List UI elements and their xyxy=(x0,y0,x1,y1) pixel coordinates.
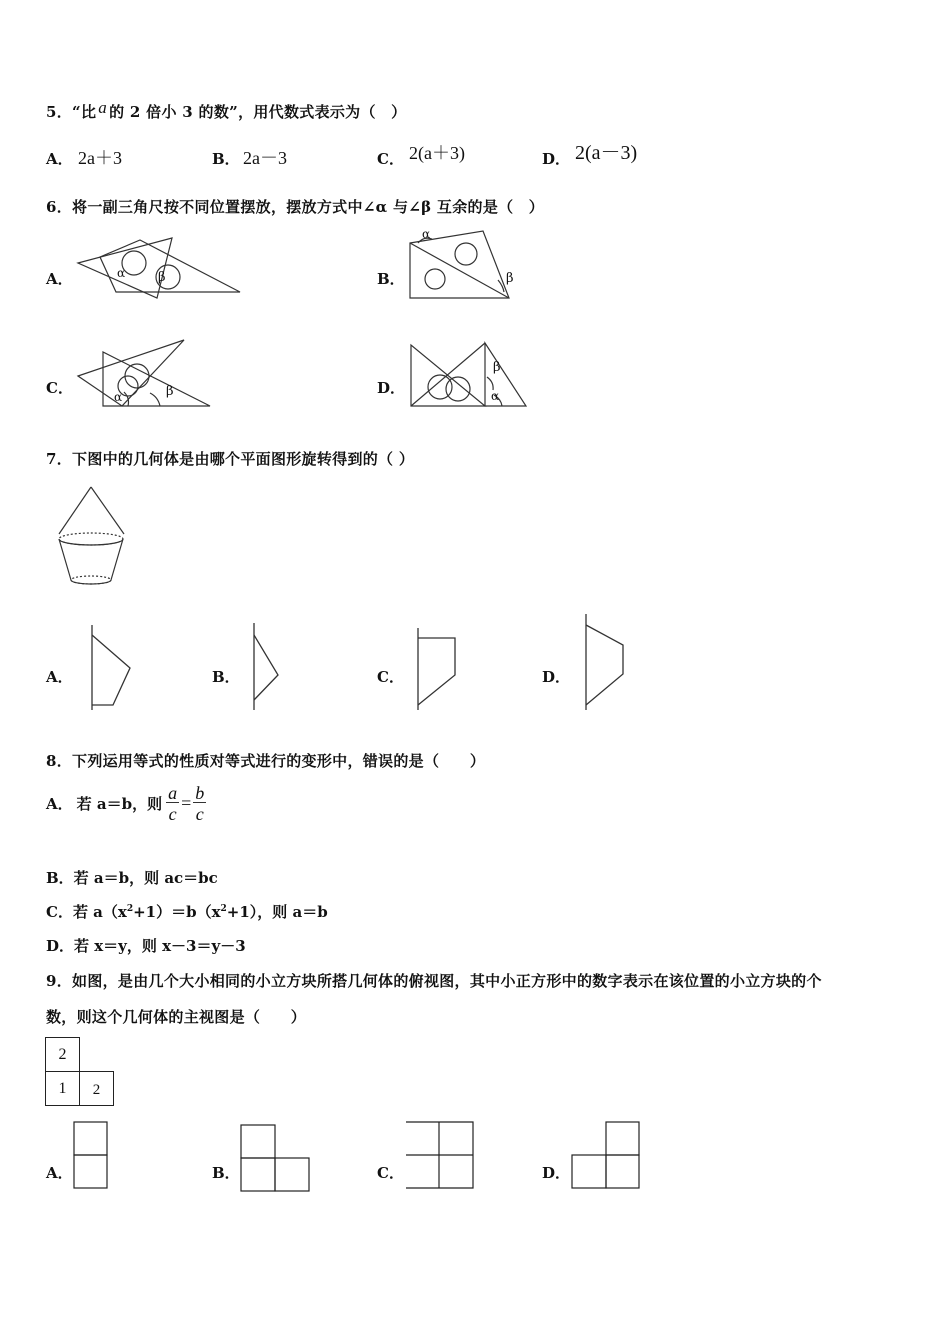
q8-option-b[interactable]: B．若 a＝b，则 ac＝bc xyxy=(46,869,218,887)
q8a-fraction-right: $\frac{b}{c}$ xyxy=(195,783,205,824)
q9-option-d[interactable]: D． xyxy=(542,1164,571,1182)
q6d-alpha-label: α xyxy=(491,389,500,403)
q5-option-b[interactable]: B． xyxy=(212,150,240,168)
q6-option-a[interactable]: A． xyxy=(46,270,73,288)
q9-stem-line2: 数，则这个几何体的主视图是（ ） xyxy=(46,1008,307,1026)
q5-option-c-expr: 2(a＋3) xyxy=(409,143,465,163)
q9-option-c[interactable]: C． xyxy=(377,1164,404,1182)
q8-option-c[interactable]: C．若 $a(x^2+1)=b(x^2+1)$，则 a＝b xyxy=(46,903,328,921)
q9-grid-cell-top-left: 2 xyxy=(45,1037,80,1072)
q5-option-a-expr: 2a＋3 xyxy=(78,148,122,168)
q7-stem: 7．下图中的几何体是由哪个平面图形旋转得到的（ ） xyxy=(46,450,415,468)
q9-option-a[interactable]: A． xyxy=(46,1164,73,1182)
q5-option-b-expr: 2a－3 xyxy=(243,148,287,168)
q6a-beta-label: β xyxy=(158,270,166,285)
q6b-alpha-label: α xyxy=(422,227,431,241)
q9-stem-line1: 9．如图，是由几个大小相同的小立方块所搭几何体的俯视图，其中小正方形中的数字表示在该位置的小立方块的个 xyxy=(46,972,822,990)
q7-option-c[interactable]: C． xyxy=(377,668,404,686)
q7-option-a[interactable]: A． xyxy=(46,668,73,686)
q6-option-c[interactable]: C． xyxy=(46,379,73,397)
q6a-alpha-label: α xyxy=(117,266,126,280)
q9-option-b[interactable]: B． xyxy=(212,1164,240,1182)
q6c-beta-label: β xyxy=(166,384,174,399)
q5-option-c[interactable]: C． xyxy=(377,150,404,168)
q8a-fraction-left: $\frac{a}{c}$ xyxy=(168,783,178,824)
q7-option-d[interactable]: D． xyxy=(542,668,571,686)
q8-option-a[interactable]: A． 若 a＝b，则 $\frac{a}{c}$ = $\frac{b}{c}$ xyxy=(46,783,205,824)
q7-option-b[interactable]: B． xyxy=(212,668,240,686)
q9-grid-cell-bottom-left: 1 xyxy=(45,1071,80,1106)
q6-stem: 6．将一副三角尺按不同位置摆放，摆放方式中∠α 与∠β 互余的是（ ） xyxy=(46,198,545,216)
q6-option-d[interactable]: D． xyxy=(377,379,406,397)
q5-option-a[interactable]: A． xyxy=(46,150,73,168)
q5-option-d[interactable]: D． xyxy=(542,150,571,168)
q5-stem: 5．“比 a 的 2 倍小 3 的数”，用代数式表示为（ ） xyxy=(46,98,407,121)
q6c-alpha-label: α xyxy=(114,390,123,404)
q5-option-d-expr: 2(a－3) xyxy=(575,142,638,164)
q6-option-b[interactable]: B． xyxy=(377,270,405,288)
q6b-beta-label: β xyxy=(506,271,514,286)
q8-stem: 8．下列运用等式的性质对等式进行的变形中，错误的是（ ） xyxy=(46,752,486,770)
q6d-beta-label: β xyxy=(493,360,501,375)
q5-variable: a xyxy=(98,98,108,117)
q9-grid-cell-bottom-right: 2 xyxy=(79,1071,114,1106)
q8-option-d[interactable]: D．若 x＝y，则 x－3＝y－3 xyxy=(46,937,246,955)
